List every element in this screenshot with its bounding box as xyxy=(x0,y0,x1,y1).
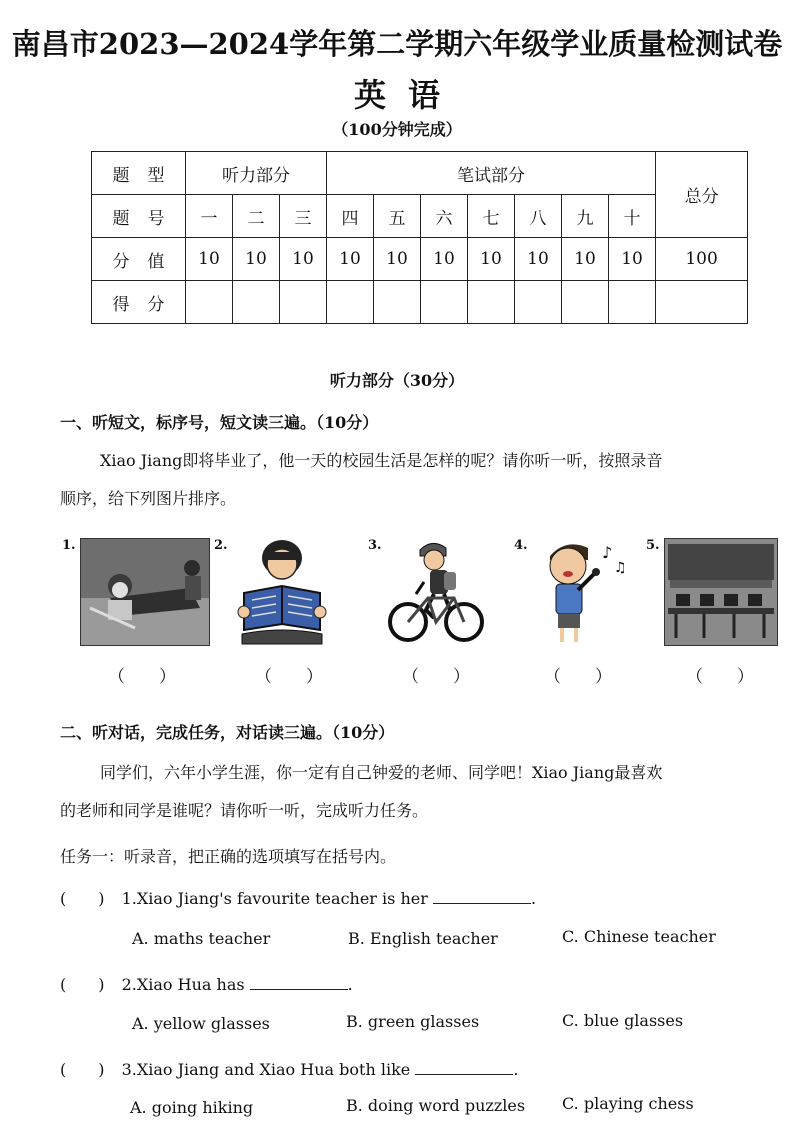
picture-number: 5. xyxy=(646,538,660,553)
mcq-stem: 1.Xiao Jiang's favourite teacher is her xyxy=(121,889,428,908)
point-value: 10 xyxy=(374,238,421,281)
point-value: 10 xyxy=(233,238,280,281)
option-a[interactable]: A. maths teacher xyxy=(132,929,271,948)
point-value: 10 xyxy=(609,238,656,281)
score-cell[interactable] xyxy=(468,281,515,324)
option-b[interactable]: B. green glasses xyxy=(346,1012,480,1031)
intro-line: 的老师和同学是谁呢？请你听一听，完成听力任务。 xyxy=(60,801,429,820)
answer-blank-4[interactable]: （ ） xyxy=(544,667,612,687)
table-row-type xyxy=(92,152,748,195)
option-a[interactable]: A. yellow glasses xyxy=(132,1014,270,1033)
option-c[interactable]: C. Chinese teacher xyxy=(562,927,716,946)
question-number: 二 xyxy=(233,195,280,238)
question-2-intro xyxy=(60,754,750,830)
question-number: 十 xyxy=(609,195,656,238)
table-row-value xyxy=(92,238,748,281)
subject-title: 英语 xyxy=(353,76,462,114)
score-cell[interactable] xyxy=(562,281,609,324)
row-label-score: 得分 xyxy=(92,281,186,324)
picture-5 xyxy=(646,538,778,650)
mcq-stem: 2.Xiao Hua has xyxy=(121,975,245,994)
music-note-icon: ♪ xyxy=(602,543,613,562)
picture-4 xyxy=(514,538,632,650)
picture-1 xyxy=(62,538,210,650)
row-label-type: 题型 xyxy=(92,152,186,195)
mcq-end: . xyxy=(530,889,537,908)
answer-paren[interactable]: ( ) xyxy=(60,975,105,994)
mcq-stem: 3.Xiao Jiang and Xiao Hua both like xyxy=(121,1060,411,1079)
score-cell[interactable] xyxy=(609,281,656,324)
question-number: 八 xyxy=(515,195,562,238)
question-number: 六 xyxy=(421,195,468,238)
total-value: 100 xyxy=(656,238,748,281)
score-cell[interactable] xyxy=(327,281,374,324)
point-value: 10 xyxy=(280,238,327,281)
score-cell[interactable] xyxy=(374,281,421,324)
score-cell[interactable] xyxy=(515,281,562,324)
row-label-value: 分值 xyxy=(92,238,186,281)
question-number: 九 xyxy=(562,195,609,238)
table-row-score xyxy=(92,281,748,324)
option-c[interactable]: C. playing chess xyxy=(562,1094,694,1113)
mcq-item-2 xyxy=(60,972,353,995)
task-1-instruction: 任务一：听录音，把正确的选项填写在括号内。 xyxy=(60,847,397,866)
question-1-heading: 一、听短文，标序号，短文读三遍。（10分） xyxy=(60,413,379,432)
point-value: 10 xyxy=(421,238,468,281)
mcq-end: . xyxy=(513,1060,519,1079)
row-label-number: 题号 xyxy=(92,195,186,238)
intro-line: 顺序，给下列图片排序。 xyxy=(60,489,237,508)
question-1-intro xyxy=(60,442,750,518)
answer-blank-2[interactable]: （ ） xyxy=(255,667,323,687)
music-note-icon: ♫ xyxy=(614,560,627,576)
question-number: 五 xyxy=(374,195,421,238)
question-number: 三 xyxy=(280,195,327,238)
intro-line: Xiao Jiang即将毕业了，他一天的校园生活是怎样的呢？请你听一听，按照录音 xyxy=(100,451,663,470)
score-cell[interactable] xyxy=(233,281,280,324)
picture-number: 1. xyxy=(62,538,76,553)
table-row-number xyxy=(92,195,748,238)
painting-class-photo-icon xyxy=(80,538,210,646)
exam-title: 南昌市2023—2024学年第二学期六年级学业质量检测试卷 xyxy=(11,27,783,61)
fill-blank[interactable] xyxy=(433,888,531,904)
intro-line: 同学们，六年小学生涯，你一定有自己钟爱的老师、同学吧！Xiao Jiang最喜欢 xyxy=(100,763,663,782)
option-c[interactable]: C. blue glasses xyxy=(562,1011,684,1030)
boy-singing-icon xyxy=(532,538,632,646)
writing-header: 笔试部分 xyxy=(327,152,656,195)
listening-header: 听力部分 xyxy=(186,152,327,195)
answer-blank-1[interactable]: （ ） xyxy=(108,667,176,687)
picture-2 xyxy=(214,538,332,650)
score-cell[interactable] xyxy=(186,281,233,324)
question-number: 四 xyxy=(327,195,374,238)
total-score-cell[interactable] xyxy=(656,281,748,324)
point-value: 10 xyxy=(468,238,515,281)
answer-blank-3[interactable]: （ ） xyxy=(402,667,470,687)
picture-number: 3. xyxy=(368,538,382,553)
computer-room-photo-icon xyxy=(664,538,778,646)
option-b[interactable]: B. doing word puzzles xyxy=(346,1096,526,1115)
boy-reading-book-icon xyxy=(232,538,332,646)
score-cell[interactable] xyxy=(421,281,468,324)
question-number: 七 xyxy=(468,195,515,238)
picture-number: 2. xyxy=(214,538,228,553)
option-a[interactable]: A. going hiking xyxy=(130,1098,254,1117)
time-note: （100分钟完成） xyxy=(332,120,462,139)
point-value: 10 xyxy=(515,238,562,281)
listening-section-title: 听力部分（30分） xyxy=(329,371,465,390)
question-number: 一 xyxy=(186,195,233,238)
answer-blank-5[interactable]: （ ） xyxy=(686,667,754,687)
answer-paren[interactable]: ( ) xyxy=(60,889,105,908)
score-cell[interactable] xyxy=(280,281,327,324)
mcq-end: . xyxy=(347,975,353,994)
picture-3 xyxy=(368,538,486,650)
mcq-item-3 xyxy=(60,1057,518,1080)
mcq-item-1 xyxy=(60,886,536,909)
boy-riding-bike-icon xyxy=(386,538,486,646)
point-value: 10 xyxy=(327,238,374,281)
picture-number: 4. xyxy=(514,538,528,553)
total-header: 总分 xyxy=(656,152,748,238)
question-2-heading: 二、听对话，完成任务，对话读三遍。（10分） xyxy=(60,723,395,742)
point-value: 10 xyxy=(186,238,233,281)
fill-blank[interactable] xyxy=(415,1059,513,1075)
option-b[interactable]: B. English teacher xyxy=(348,929,498,948)
fill-blank[interactable] xyxy=(250,974,348,990)
score-table xyxy=(91,151,748,324)
point-value: 10 xyxy=(562,238,609,281)
answer-paren[interactable]: ( ) xyxy=(60,1060,105,1079)
